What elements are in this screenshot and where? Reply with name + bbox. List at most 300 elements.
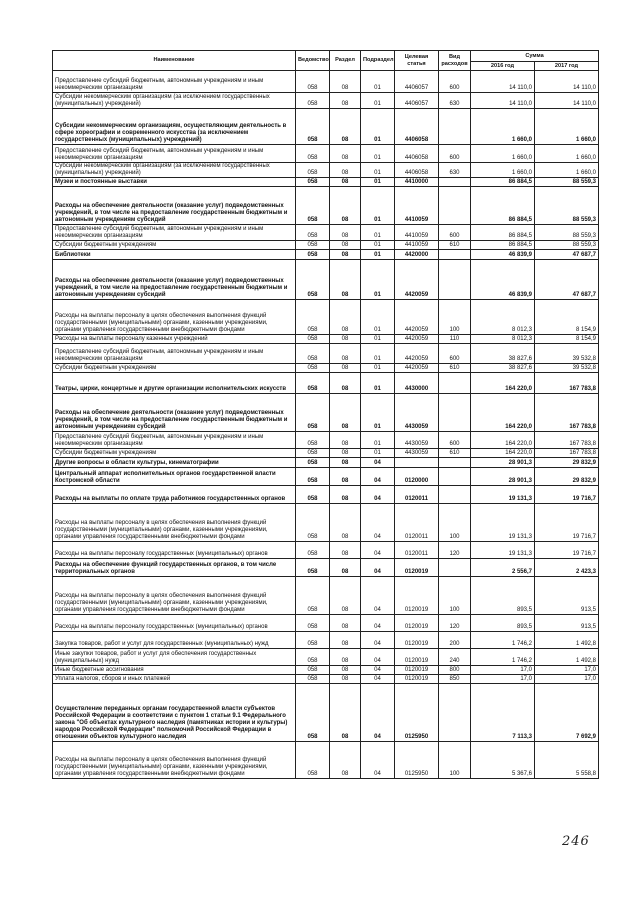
cell-ved: 058 xyxy=(296,649,330,666)
cell-ved: 058 xyxy=(296,486,330,504)
cell-sum-2017: 19 716,7 xyxy=(535,486,599,504)
cell-target-article: 4420059 xyxy=(395,260,439,300)
cell-podrazdel: 04 xyxy=(361,468,395,486)
cell-target-article: 4406058 xyxy=(395,145,439,163)
cell-name: Расходы на выплаты по оплате труда работников государственных органов xyxy=(53,486,296,504)
cell-ved: 058 xyxy=(296,468,330,486)
cell-podrazdel: 01 xyxy=(361,344,395,364)
cell-expense-type xyxy=(439,178,471,187)
table-row xyxy=(53,250,599,260)
cell-ved: 058 xyxy=(296,394,330,432)
table-row xyxy=(53,300,599,335)
cell-target-article: 0120019 xyxy=(395,559,439,577)
cell-sum-2016: 1 660,0 xyxy=(471,109,535,145)
cell-ved: 058 xyxy=(296,449,330,458)
header-expense-type: Вид расходов xyxy=(439,51,471,71)
cell-podrazdel: 04 xyxy=(361,684,395,742)
cell-sum-2017: 5 558,8 xyxy=(535,742,599,779)
cell-target-article: 4420059 xyxy=(395,344,439,364)
table-row xyxy=(53,542,599,559)
cell-sum-2017: 1 492,8 xyxy=(535,632,599,649)
cell-razdel: 08 xyxy=(330,632,361,649)
cell-target-article: 4430059 xyxy=(395,432,439,449)
cell-ved: 058 xyxy=(296,615,330,632)
table-row xyxy=(53,684,599,742)
cell-ved: 058 xyxy=(296,300,330,335)
cell-expense-type xyxy=(439,559,471,577)
cell-expense-type: 120 xyxy=(439,615,471,632)
cell-expense-type xyxy=(439,373,471,394)
cell-expense-type xyxy=(439,394,471,432)
cell-expense-type: 200 xyxy=(439,632,471,649)
table-row xyxy=(53,666,599,675)
cell-ved: 058 xyxy=(296,71,330,93)
cell-sum-2017: 19 716,7 xyxy=(535,504,599,542)
cell-ved: 058 xyxy=(296,632,330,649)
cell-podrazdel: 04 xyxy=(361,615,395,632)
cell-razdel: 08 xyxy=(330,615,361,632)
cell-sum-2016: 5 367,6 xyxy=(471,742,535,779)
cell-expense-type: 850 xyxy=(439,675,471,684)
cell-target-article: 0120019 xyxy=(395,666,439,675)
cell-ved: 058 xyxy=(296,163,330,178)
cell-sum-2016: 46 839,9 xyxy=(471,250,535,260)
cell-sum-2017: 167 783,8 xyxy=(535,373,599,394)
cell-razdel: 08 xyxy=(330,394,361,432)
cell-target-article: 4420059 xyxy=(395,335,439,344)
cell-podrazdel: 04 xyxy=(361,559,395,577)
cell-sum-2016: 19 131,3 xyxy=(471,486,535,504)
cell-target-article: 4420000 xyxy=(395,250,439,260)
cell-podrazdel: 01 xyxy=(361,145,395,163)
cell-razdel: 08 xyxy=(330,742,361,779)
cell-razdel: 08 xyxy=(330,468,361,486)
cell-sum-2017: 47 687,7 xyxy=(535,250,599,260)
cell-target-article: 0120019 xyxy=(395,577,439,615)
cell-sum-2017: 8 154,9 xyxy=(535,335,599,344)
cell-sum-2016: 2 556,7 xyxy=(471,559,535,577)
table-row xyxy=(53,649,599,666)
cell-podrazdel: 01 xyxy=(361,241,395,250)
cell-ved: 058 xyxy=(296,458,330,468)
cell-target-article: 4410059 xyxy=(395,187,439,225)
cell-name: Иные закупки товаров, работ и услуг для обеспечения государственных (муниципальных) нужд xyxy=(53,649,296,666)
cell-expense-type: 610 xyxy=(439,364,471,373)
table-row xyxy=(53,187,599,225)
cell-ved: 058 xyxy=(296,432,330,449)
cell-razdel: 08 xyxy=(330,145,361,163)
cell-podrazdel: 04 xyxy=(361,577,395,615)
cell-target-article: 4406058 xyxy=(395,163,439,178)
cell-podrazdel: 01 xyxy=(361,163,395,178)
table-row xyxy=(53,559,599,577)
cell-razdel: 08 xyxy=(330,577,361,615)
cell-target-article: 0120019 xyxy=(395,615,439,632)
cell-name: Закупка товаров, работ и услуг для государственных (муниципальных) нужд xyxy=(53,632,296,649)
cell-name: Предоставление субсидий бюджетным, автономным учреждениям и иным некоммерческим организациям xyxy=(53,225,296,241)
table-row xyxy=(53,260,599,300)
cell-razdel: 08 xyxy=(330,458,361,468)
cell-sum-2016: 28 901,3 xyxy=(471,468,535,486)
table-row xyxy=(53,71,599,93)
cell-ved: 058 xyxy=(296,109,330,145)
cell-expense-type: 100 xyxy=(439,504,471,542)
cell-podrazdel: 04 xyxy=(361,632,395,649)
cell-razdel: 08 xyxy=(330,300,361,335)
cell-name: Расходы на выплаты персоналу в целях обеспечения выполнения функций государственными (муниципальными) органами, казенными учреждениями, органами управления государственными внебюджетными фондами xyxy=(53,577,296,615)
cell-sum-2017: 19 716,7 xyxy=(535,542,599,559)
cell-podrazdel: 04 xyxy=(361,486,395,504)
table-row xyxy=(53,225,599,241)
cell-podrazdel: 01 xyxy=(361,394,395,432)
cell-sum-2017: 39 532,8 xyxy=(535,344,599,364)
cell-razdel: 08 xyxy=(330,344,361,364)
cell-ved: 058 xyxy=(296,559,330,577)
cell-sum-2017: 39 532,8 xyxy=(535,364,599,373)
cell-sum-2017: 167 783,8 xyxy=(535,449,599,458)
cell-sum-2017: 14 110,0 xyxy=(535,93,599,109)
cell-sum-2016: 1 660,0 xyxy=(471,145,535,163)
cell-target-article: 0125950 xyxy=(395,742,439,779)
cell-sum-2016: 19 131,3 xyxy=(471,504,535,542)
cell-expense-type: 630 xyxy=(439,93,471,109)
cell-target-article: 0120019 xyxy=(395,649,439,666)
table-row xyxy=(53,163,599,178)
cell-expense-type xyxy=(439,260,471,300)
cell-expense-type: 600 xyxy=(439,145,471,163)
cell-razdel: 08 xyxy=(330,109,361,145)
cell-razdel: 08 xyxy=(330,684,361,742)
cell-sum-2016: 893,5 xyxy=(471,577,535,615)
cell-name: Другие вопросы в области культуры, кинематографии xyxy=(53,458,296,468)
table-row xyxy=(53,373,599,394)
table-row xyxy=(53,432,599,449)
cell-expense-type xyxy=(439,486,471,504)
cell-target-article: 0120011 xyxy=(395,542,439,559)
cell-ved: 058 xyxy=(296,145,330,163)
cell-name: Осуществление переданных органам государственной власти субъектов Российской Федерации в соответствии с пунктом 1 статьи 9.1 Федерального закона "Об объектах культурного наследия (памятниках истории и культуры) народов Российской Федерации" полномочий Российской Федерации в отношении объектов культурного наследия xyxy=(53,684,296,742)
cell-name: Расходы на выплаты персоналу в целях обеспечения выполнения функций государственными (муниципальными) органами, казенными учреждениями, органами управления государственными внебюджетными фондами xyxy=(53,742,296,779)
cell-sum-2016: 38 827,6 xyxy=(471,344,535,364)
cell-sum-2016: 164 220,0 xyxy=(471,432,535,449)
cell-podrazdel: 01 xyxy=(361,109,395,145)
cell-sum-2016: 164 220,0 xyxy=(471,449,535,458)
cell-podrazdel: 04 xyxy=(361,504,395,542)
cell-sum-2017: 913,5 xyxy=(535,577,599,615)
cell-target-article: 4410059 xyxy=(395,241,439,250)
cell-sum-2017: 14 110,0 xyxy=(535,71,599,93)
table-row xyxy=(53,364,599,373)
cell-razdel: 08 xyxy=(330,260,361,300)
table-body xyxy=(53,71,599,779)
cell-podrazdel: 01 xyxy=(361,71,395,93)
cell-expense-type: 100 xyxy=(439,577,471,615)
cell-name: Иные бюджетные ассигнования xyxy=(53,666,296,675)
cell-expense-type xyxy=(439,684,471,742)
table-row xyxy=(53,615,599,632)
cell-ved: 058 xyxy=(296,187,330,225)
cell-sum-2017: 88 559,3 xyxy=(535,178,599,187)
cell-sum-2016: 19 131,3 xyxy=(471,542,535,559)
cell-podrazdel: 04 xyxy=(361,542,395,559)
header-sum: Сумма xyxy=(471,51,599,62)
cell-sum-2016: 17,0 xyxy=(471,675,535,684)
cell-expense-type xyxy=(439,468,471,486)
cell-podrazdel: 01 xyxy=(361,449,395,458)
cell-sum-2017: 29 832,9 xyxy=(535,468,599,486)
cell-ved: 058 xyxy=(296,675,330,684)
cell-ved: 058 xyxy=(296,577,330,615)
cell-target-article: 0125950 xyxy=(395,684,439,742)
cell-expense-type xyxy=(439,187,471,225)
cell-sum-2017: 88 559,3 xyxy=(535,225,599,241)
cell-razdel: 08 xyxy=(330,225,361,241)
cell-name: Расходы на выплаты персоналу в целях обеспечения выполнения функций государственными (муниципальными) органами, казенными учреждениями, органами управления государственными внебюджетными фондами xyxy=(53,504,296,542)
cell-podrazdel: 01 xyxy=(361,187,395,225)
cell-razdel: 08 xyxy=(330,178,361,187)
table-row xyxy=(53,145,599,163)
cell-target-article xyxy=(395,458,439,468)
cell-sum-2017: 29 832,9 xyxy=(535,458,599,468)
cell-name: Уплата налогов, сборов и иных платежей xyxy=(53,675,296,684)
cell-target-article: 4406057 xyxy=(395,93,439,109)
cell-sum-2017: 1 660,0 xyxy=(535,145,599,163)
table-row xyxy=(53,335,599,344)
cell-podrazdel: 01 xyxy=(361,225,395,241)
table-row xyxy=(53,344,599,364)
cell-ved: 058 xyxy=(296,684,330,742)
cell-sum-2016: 1 746,2 xyxy=(471,632,535,649)
cell-podrazdel: 01 xyxy=(361,250,395,260)
cell-target-article: 0120011 xyxy=(395,504,439,542)
cell-name: Расходы на обеспечение деятельности (оказание услуг) подведомственных учреждений, в том числе на предоставление государственным бюджетным и автономным учреждениям субсидий xyxy=(53,187,296,225)
cell-podrazdel: 01 xyxy=(361,373,395,394)
cell-sum-2017: 7 692,9 xyxy=(535,684,599,742)
cell-expense-type: 800 xyxy=(439,666,471,675)
cell-sum-2016: 86 884,5 xyxy=(471,241,535,250)
cell-sum-2016: 46 839,9 xyxy=(471,260,535,300)
cell-razdel: 08 xyxy=(330,163,361,178)
cell-sum-2017: 8 154,9 xyxy=(535,300,599,335)
cell-ved: 058 xyxy=(296,178,330,187)
cell-expense-type: 240 xyxy=(439,649,471,666)
cell-target-article: 4420059 xyxy=(395,300,439,335)
table-row xyxy=(53,675,599,684)
cell-name: Расходы на выплаты персоналу в целях обеспечения выполнения функций государственными (муниципальными) органами, казенными учреждениями, органами управления государственными внебюджетными фондами xyxy=(53,300,296,335)
cell-ved: 058 xyxy=(296,504,330,542)
cell-name: Предоставление субсидий бюджетным, автономным учреждениям и иным некоммерческим организациям xyxy=(53,344,296,364)
cell-sum-2016: 28 901,3 xyxy=(471,458,535,468)
cell-ved: 058 xyxy=(296,335,330,344)
cell-name: Центральный аппарат исполнительных органов государственной власти Костромской области xyxy=(53,468,296,486)
cell-ved: 058 xyxy=(296,742,330,779)
cell-expense-type: 610 xyxy=(439,449,471,458)
cell-sum-2016: 164 220,0 xyxy=(471,373,535,394)
cell-podrazdel: 01 xyxy=(361,364,395,373)
cell-ved: 058 xyxy=(296,542,330,559)
cell-razdel: 08 xyxy=(330,675,361,684)
cell-sum-2016: 38 827,6 xyxy=(471,364,535,373)
cell-name: Субсидии некоммерческим организациям (за исключением государственных (муниципальных) учреждений) xyxy=(53,163,296,178)
cell-target-article: 0120000 xyxy=(395,468,439,486)
cell-sum-2016: 86 884,5 xyxy=(471,178,535,187)
page-number: 246 xyxy=(562,834,590,849)
budget-table xyxy=(52,50,599,779)
cell-target-article: 4430059 xyxy=(395,449,439,458)
table-row xyxy=(53,178,599,187)
table-row xyxy=(53,449,599,458)
cell-target-article: 4420059 xyxy=(395,364,439,373)
header-name: Наименование xyxy=(53,51,296,71)
cell-ved: 058 xyxy=(296,344,330,364)
cell-sum-2017: 1 660,0 xyxy=(535,109,599,145)
cell-razdel: 08 xyxy=(330,649,361,666)
cell-ved: 058 xyxy=(296,364,330,373)
cell-expense-type: 100 xyxy=(439,742,471,779)
cell-sum-2016: 1 660,0 xyxy=(471,163,535,178)
cell-sum-2016: 893,5 xyxy=(471,615,535,632)
cell-expense-type: 630 xyxy=(439,163,471,178)
cell-razdel: 08 xyxy=(330,486,361,504)
cell-name: Субсидии бюджетным учреждениям xyxy=(53,364,296,373)
cell-podrazdel: 04 xyxy=(361,458,395,468)
table-row xyxy=(53,577,599,615)
cell-expense-type: 110 xyxy=(439,335,471,344)
cell-expense-type: 600 xyxy=(439,344,471,364)
cell-name: Расходы на выплаты персоналу государственных (муниципальных) органов xyxy=(53,542,296,559)
cell-name: Предоставление субсидий бюджетным, автономным учреждениям и иным некоммерческим организациям xyxy=(53,71,296,93)
cell-sum-2017: 1 492,8 xyxy=(535,649,599,666)
cell-ved: 058 xyxy=(296,260,330,300)
table-row xyxy=(53,504,599,542)
cell-podrazdel: 01 xyxy=(361,432,395,449)
header-target-article: Целевая статья xyxy=(395,51,439,71)
cell-target-article: 4406057 xyxy=(395,71,439,93)
cell-expense-type xyxy=(439,458,471,468)
cell-ved: 058 xyxy=(296,241,330,250)
cell-name: Расходы на обеспечение деятельности (оказание услуг) подведомственных учреждений, в том числе на предоставление государственным бюджетным и автономным учреждениям субсидий xyxy=(53,260,296,300)
cell-razdel: 08 xyxy=(330,373,361,394)
cell-razdel: 08 xyxy=(330,71,361,93)
cell-name: Библиотеки xyxy=(53,250,296,260)
cell-expense-type xyxy=(439,109,471,145)
cell-ved: 058 xyxy=(296,225,330,241)
cell-name: Расходы на обеспечение деятельности (оказание услуг) подведомственных учреждений, в том числе на предоставление государственным бюджетным и автономным учреждениям субсидий xyxy=(53,394,296,432)
cell-name: Театры, цирки, концертные и другие организации исполнительских искусств xyxy=(53,373,296,394)
cell-expense-type: 120 xyxy=(439,542,471,559)
cell-razdel: 08 xyxy=(330,250,361,260)
cell-podrazdel: 01 xyxy=(361,335,395,344)
cell-ved: 058 xyxy=(296,93,330,109)
cell-podrazdel: 04 xyxy=(361,666,395,675)
cell-sum-2017: 47 687,7 xyxy=(535,260,599,300)
cell-target-article: 4410000 xyxy=(395,178,439,187)
cell-sum-2016: 17,0 xyxy=(471,666,535,675)
cell-razdel: 08 xyxy=(330,542,361,559)
cell-razdel: 08 xyxy=(330,504,361,542)
table-row xyxy=(53,241,599,250)
cell-expense-type: 600 xyxy=(439,71,471,93)
cell-target-article: 0120019 xyxy=(395,675,439,684)
cell-razdel: 08 xyxy=(330,432,361,449)
header-ved: Ведомство xyxy=(296,51,330,71)
cell-target-article: 4410059 xyxy=(395,225,439,241)
cell-name: Субсидии бюджетным учреждениям xyxy=(53,449,296,458)
budget-page xyxy=(52,50,598,779)
cell-razdel: 08 xyxy=(330,187,361,225)
cell-target-article: 4430000 xyxy=(395,373,439,394)
cell-name: Расходы на выплаты персоналу государственных (муниципальных) органов xyxy=(53,615,296,632)
cell-expense-type: 100 xyxy=(439,300,471,335)
cell-expense-type: 600 xyxy=(439,432,471,449)
cell-name: Предоставление субсидий бюджетным, автономным учреждениям и иным некоммерческим организациям xyxy=(53,145,296,163)
cell-name: Расходы на обеспечение функций государственных органов, в том числе территориальных органов xyxy=(53,559,296,577)
table-row xyxy=(53,486,599,504)
cell-razdel: 08 xyxy=(330,335,361,344)
cell-sum-2016: 1 746,2 xyxy=(471,649,535,666)
table-row xyxy=(53,109,599,145)
table-row xyxy=(53,632,599,649)
cell-sum-2016: 8 012,3 xyxy=(471,300,535,335)
table-row xyxy=(53,93,599,109)
cell-name: Расходы на выплаты персоналу казенных учреждений xyxy=(53,335,296,344)
cell-podrazdel: 01 xyxy=(361,300,395,335)
cell-sum-2016: 164 220,0 xyxy=(471,394,535,432)
header-year-2016: 2016 год xyxy=(471,62,535,71)
cell-sum-2017: 2 423,3 xyxy=(535,559,599,577)
table-row xyxy=(53,468,599,486)
cell-sum-2016: 86 884,5 xyxy=(471,225,535,241)
cell-razdel: 08 xyxy=(330,241,361,250)
cell-razdel: 08 xyxy=(330,666,361,675)
table-row xyxy=(53,458,599,468)
cell-sum-2017: 167 783,8 xyxy=(535,394,599,432)
table-row xyxy=(53,742,599,779)
header-year-2017: 2017 год xyxy=(535,62,599,71)
cell-sum-2016: 14 110,0 xyxy=(471,93,535,109)
cell-target-article: 0120019 xyxy=(395,632,439,649)
header-podrazdel: Подраздел xyxy=(361,51,395,71)
cell-sum-2016: 8 012,3 xyxy=(471,335,535,344)
cell-podrazdel: 01 xyxy=(361,178,395,187)
cell-sum-2017: 17,0 xyxy=(535,675,599,684)
cell-sum-2017: 17,0 xyxy=(535,666,599,675)
cell-name: Музеи и постоянные выставки xyxy=(53,178,296,187)
cell-podrazdel: 04 xyxy=(361,675,395,684)
cell-sum-2017: 88 559,3 xyxy=(535,187,599,225)
cell-name: Субсидии некоммерческим организациям (за исключением государственных (муниципальных) учреждений) xyxy=(53,93,296,109)
cell-target-article: 4406058 xyxy=(395,109,439,145)
cell-razdel: 08 xyxy=(330,449,361,458)
table-header xyxy=(53,51,599,71)
cell-razdel: 08 xyxy=(330,559,361,577)
cell-expense-type: 600 xyxy=(439,225,471,241)
cell-ved: 058 xyxy=(296,666,330,675)
cell-sum-2017: 88 559,3 xyxy=(535,241,599,250)
header-razdel: Раздел xyxy=(330,51,361,71)
cell-sum-2016: 7 113,3 xyxy=(471,684,535,742)
cell-podrazdel: 04 xyxy=(361,649,395,666)
cell-expense-type: 610 xyxy=(439,241,471,250)
cell-podrazdel: 01 xyxy=(361,260,395,300)
cell-ved: 058 xyxy=(296,250,330,260)
cell-podrazdel: 01 xyxy=(361,93,395,109)
cell-name: Субсидии некоммерческим организациям, осуществляющим деятельность в сфере хореографии и современного искусства (за исключением государственных (муниципальных) учреждений) xyxy=(53,109,296,145)
cell-sum-2017: 1 660,0 xyxy=(535,163,599,178)
cell-target-article: 4430059 xyxy=(395,394,439,432)
cell-name: Предоставление субсидий бюджетным, автономным учреждениям и иным некоммерческим организациям xyxy=(53,432,296,449)
cell-name: Субсидии бюджетным учреждениям xyxy=(53,241,296,250)
